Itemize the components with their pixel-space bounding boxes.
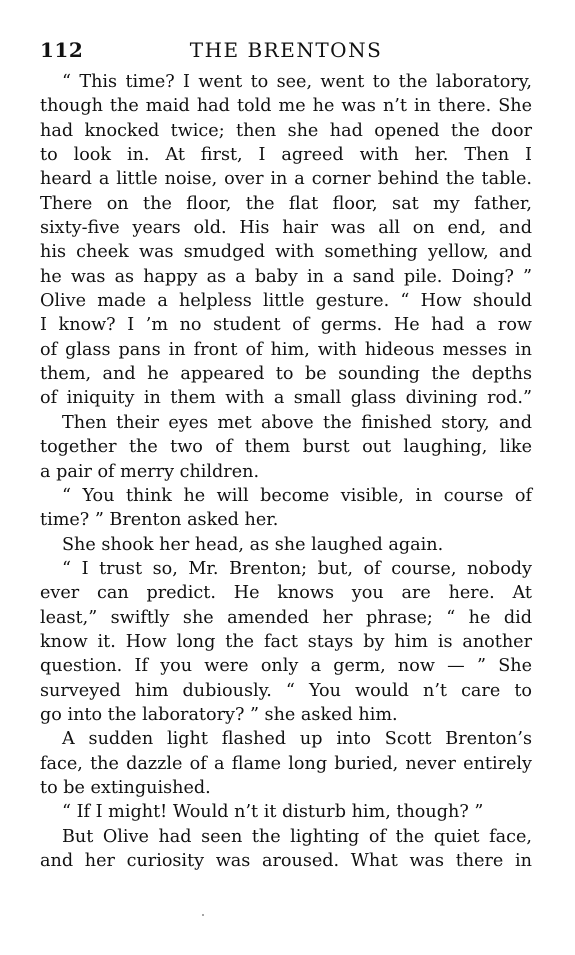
text-line: question. If you were only a germ, now — ” She (40, 656, 532, 677)
text-line: though the maid had told me he was n’t in there. She (40, 96, 532, 117)
text-line: a pair of merry children. (40, 461, 260, 482)
text-line: Then their eyes met above the finished story, and (62, 412, 532, 433)
text-line: “ You think he will become visible, in course of (62, 485, 532, 506)
text-line: of iniquity in them with a small glass divining rod.” (40, 388, 532, 409)
text-line: face, the dazzle of a flame long buried, never entirely (40, 753, 532, 774)
text-line: of glass pans in front of him, with hideous messes in (40, 339, 532, 360)
ink-speck (202, 914, 204, 916)
text-line: had knocked twice; then she had opened the door (40, 120, 532, 141)
text-line: he was as happy as a baby in a sand pile. Doing? ” (40, 266, 532, 287)
text-line: together the two of them burst out laughing, like (40, 437, 532, 458)
text-line: ever can predict. He knows you are here. At (40, 583, 532, 604)
text-line: and her curiosity was aroused. What was there in (40, 851, 532, 871)
text-line: “ If I might! Would n’t it disturb him, though? ” (62, 802, 484, 823)
text-line: sixty-five years old. His hair was all on end, and (40, 218, 532, 239)
text-line: go into the laboratory? ” she asked him. (40, 704, 398, 725)
text-line: “ I trust so, Mr. Brenton; but, of course, nobody (62, 558, 532, 579)
text-line: know it. How long the fact stays by him is another (40, 631, 532, 652)
text-line: them, and he appeared to be sounding the depths (40, 364, 532, 385)
text-line: heard a little noise, over in a corner behind the table. (40, 169, 532, 190)
text-line: “ This time? I went to see, went to the laboratory, (62, 72, 532, 92)
text-line: to look in. At first, I agreed with her. Then I (40, 145, 532, 166)
text-line: least,” swiftly she amended her phrase; “ he did (40, 607, 532, 628)
page-number: 112 (40, 38, 84, 62)
text-line: I know? I ’m no student of germs. He had a row (40, 315, 532, 336)
running-title: THE BRENTONS (189, 38, 383, 62)
text-line: She shook her head, as she laughed again. (62, 534, 444, 555)
body-text (40, 70, 532, 873)
page-header (40, 38, 532, 66)
text-line: There on the floor, the flat floor, sat my father, (40, 193, 532, 214)
text-line: time? ” Brenton asked her. (40, 510, 279, 531)
text-line: Olive made a helpless little gesture. “ How should (40, 291, 532, 312)
text-line: his cheek was smudged with something yellow, and (40, 242, 532, 263)
text-line: to be extinguished. (40, 777, 211, 798)
text-line: A sudden light flashed up into Scott Brenton’s (62, 729, 532, 750)
text-line: But Olive had seen the lighting of the quiet face, (62, 826, 532, 847)
text-line: surveyed him dubiously. “ You would n’t care to (40, 680, 532, 701)
